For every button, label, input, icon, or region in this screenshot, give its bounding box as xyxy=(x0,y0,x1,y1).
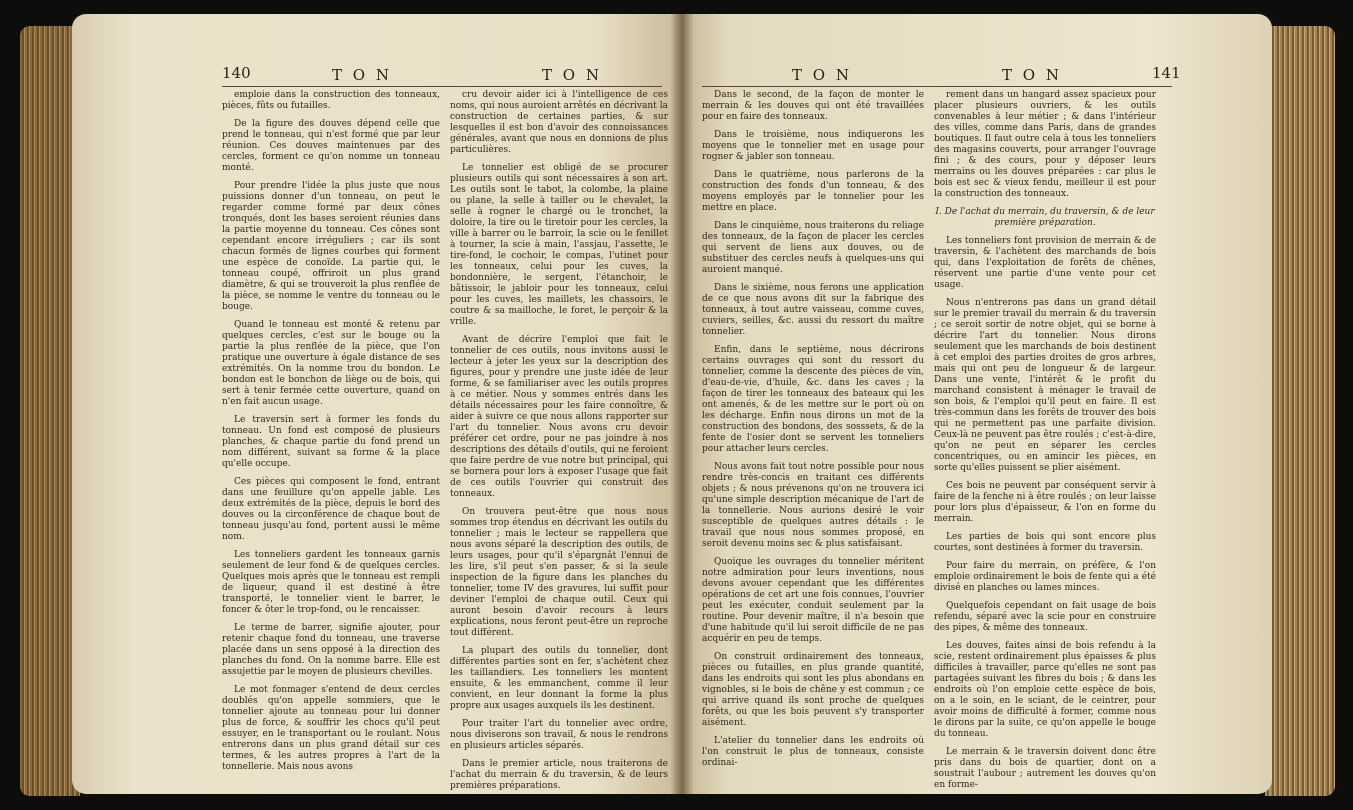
paragraph: Dans le quatrième, nous parlerons de la construction des fonds d'un tonneau, & des moyens employés par le tonnelier pour les mettre en place. xyxy=(702,170,924,213)
book-edge-left xyxy=(20,26,80,796)
paragraph: De la figure des douves dépend celle que prend le tonneau, qui n'est formé que par leur réunion. Ces douves maintenues par des cercles, forment ce qu'on nomme un tonneau monté. xyxy=(222,119,440,173)
paragraph: Les tonneliers font provision de merrain & de traversin, & l'achètent des marchands de bois qui, dans l'exploitation de forêts de chênes, réservent une partie d'une vente pour cet usage. xyxy=(934,236,1156,290)
right-page-column-1 xyxy=(702,90,924,780)
book xyxy=(20,6,1335,806)
paragraph: I. De l'achat du merrain, du traversin, & de leur première préparation. xyxy=(935,207,1155,228)
paragraph: Avant de décrire l'emploi que fait le tonnelier de ces outils, nous invitons aussi le lecteur à jeter les yeux sur la description des figures, pour y prendre une juste idée de leur forme, & se familiariser avec les outils propres à ce métier. Nous y sommes entrés dans les détails nécessaires pour les faire connoître, & aider à suivre ce que nous allons rapporter sur l'art du tonnelier. Nous avons cru devoir préférer cet ordre, pour ne pas joindre à nos descriptions des détails d'outils, qui ne feroient que faire perdre de vue notre but principal, qui se bornera pour lors à exposer l'usage que fait de ces outils l'ouvrier qui construit des tonneaux. xyxy=(450,335,668,499)
paragraph: Le mot fonmager s'entend de deux cercles doublés qu'on appelle sommiers, que le tonnelier ajoute au tonneau pour lui donner plus de force, & souffrir les chocs qu'il peut essuyer, en le transportant ou le roulant. Nous entrerons dans un plus grand détail sur ces termes, & les autres propres à l'art de la tonnellerie. Mais nous avons xyxy=(222,685,440,772)
paragraph: emploie dans la construction des tonneaux, pièces, fûts ou futailles. xyxy=(222,90,440,111)
paragraph: Pour faire du merrain, on préfère, & l'on emploie ordinairement le bois de fente qui a été divisé en planches ou lames minces. xyxy=(934,561,1156,593)
paragraph: Enfin, dans le septième, nous décrirons certains ouvrages qui sont du ressort du tonnelier, comme la descente des pièces de vin, d'eau-de-vie, d'huile, &c. dans les caves ; la façon de tirer les tonneaux des bateaux qui les ont amenés, & de les mettre sur le port où on les décharge. Enfin nous dirons un mot de la construction des bondons, des sosssets, & de la fente de l'osier dont se servent les tonneliers pour attacher leurs cercles. xyxy=(702,345,924,454)
book-edge-right xyxy=(1265,26,1335,796)
paragraph: Pour prendre l'idée la plus juste que nous puissions donner d'un tonneau, on peut le regarder comme formé par deux cônes tronqués, dont les bases seroient réunies dans la partie moyenne du tonneau. Ces cônes sont cependant encore irréguliers ; car ils sont chacun formés de lignes courbes qui forment une espèce de conoïde. La partie qui, le tonneau coupé, offriroit un plus grand diamètre, & qui se trouveroit la plus renflée de la pièce, se nomme le ventre du tonneau ou le bouge. xyxy=(222,181,440,312)
paragraph: Quelquefois cependant on fait usage de bois refendu, séparé avec la scie pour en construire des pipes, & même des tonneaux. xyxy=(934,601,1156,633)
paragraph: Pour traiter l'art du tonnelier avec ordre, nous diviserons son travail, & nous le rendrons en plusieurs articles séparés. xyxy=(450,719,668,751)
page-number-left: 140 xyxy=(222,64,251,82)
paragraph: Quand le tonneau est monté & retenu par quelques cercles, c'est sur le bouge ou la partie la plus renflée de la pièce, que l'on pratique une ouverture à égale distance de ses extrémités. On la nomme trou du bondon. Le bondon est le bonchon de liège ou de bois, qui sert à tenir fermée cette ouverture, quand on n'en fait aucun usage. xyxy=(222,320,440,407)
paragraph: Dans le troisième, nous indiquerons les moyens que le tonnelier met en usage pour rogner & jabler son tonneau. xyxy=(702,130,924,162)
paragraph: Le merrain & le traversin doivent donc être pris dans du bois de quartier, dont on a soustrait l'aubour ; autrement les douves qu'on en forme- xyxy=(934,747,1156,790)
paragraph: Ces bois ne peuvent par conséquent servir à faire de la fenche ni à être roulés ; on leur laisse pour lors plus d'épaisseur, & l'on en forme du merrain. xyxy=(934,481,1156,524)
paragraph: Ces pièces qui composent le fond, entrant dans une feuillure qu'on appelle jable. Les deux extrémités de la pièce, depuis le bord des douves ou la circonférence de chaque bout de tonneau jusqu'au fond, portent aussi le même nom. xyxy=(222,477,440,542)
paragraph: Le tonnelier est obligé de se procurer plusieurs outils qui sont nécessaires à son art. Les outils sont le tabot, la colombe, la plaine ou plane, la selle à tailler ou le chevalet, la selle à rogner le chargé ou le tronchet, la doloire, la tire ou le tiretoir pour les cercles, la ville à barrer ou le barroir, la scie ou le fenillet à tourner, la scie à main, l'assjau, l'assette, le tire-fond, le cochoir, le compas, l'utinet pour les tonneaux, celui pour les cuves, la bondonnière, le sergent, l'étanchoir, le bâtissoir, le jabloir pour les tonneaux, celui pour les cuves, les maillets, les chassoirs, le coutre & sa mailloche, le foret, le perçoir & la vrille. xyxy=(450,163,668,327)
header-rule-left xyxy=(222,86,662,87)
paragraph: La plupart des outils du tonnelier, dont différentes parties sont en fer, s'achètent chez les taillandiers. Les tonneliers les montent ensuite, & les emmanchent, comme il leur convient, en leur donnant la forme la plus propre aux usages auxquels ils les destinent. xyxy=(450,646,668,711)
paragraph: Dans le premier article, nous traiterons de l'achat du merrain & du traversin, & de leurs premières préparations. xyxy=(450,759,668,791)
page-number-right: 141 xyxy=(1152,64,1181,82)
paragraph: Nous avons fait tout notre possible pour nous rendre très-concis en traitant ces différents objets ; & nous prévenons qu'on ne trouvera ici qu'une simple description mécanique de l'art de la tonnellerie. Nous aurions desiré le voir susceptible de quelques autres détails : le travail que nous nous sommes proposé, en seroit devenu moins sec & plus satisfaisant. xyxy=(702,462,924,549)
paragraph: cru devoir aider ici à l'intelligence de ces noms, qui nous auroient arrêtés en décrivant la construction de certaines parties, & sur lesquelles il est bon d'avoir des connoissances générales, avant que nous en donnions de plus particulières. xyxy=(450,90,668,155)
paragraph: Quoique les ouvrages du tonnelier méritent notre admiration pour leurs inventions, nous devons avouer cependant que les différentes opérations de cet art une fois connues, l'ouvrier peut les exécuter, conduit seulement par la routine. Pour devenir maître, il n'a besoin que d'une habitude qu'il lui seroit difficile de ne pas acquérir en peu de temps. xyxy=(702,557,924,644)
paragraph: L'atelier du tonnelier dans les endroits où l'on construit le plus de tonneaux, consiste ordinai- xyxy=(702,736,924,768)
running-header-left: T O N xyxy=(332,66,392,84)
paragraph: rement dans un hangard assez spacieux pour placer plusieurs ouvriers, & les outils convenables à leur métier ; & dans l'intérieur des villes, comme dans Paris, dans de grandes boutiques. Il faut outre cela à tous les tonneliers des magasins couverts, pour arranger l'ouvrage fini ; & des cours, pour y déposer leurs merrains ou les douves préparées : car plus le bois est sec & vieux fendu, meilleur il est pour la construction des tonneaux. xyxy=(934,90,1156,199)
paragraph: Les tonneliers gardent les tonneaux garnis seulement de leur fond & de quelques cercles. Quelques mois après que le tonneau est rempli de liqueur, quand il est destiné à être transporté, le tonnelier vient le barrer, le foncer & ôter le trop-fond, ou le rencaisser. xyxy=(222,550,440,615)
paragraph: Le traversin sert à former les fonds du tonneau. Un fond est composé de plusieurs planches, & chaque partie du fond prend un nom différent, suivant sa forme & la place qu'elle occupe. xyxy=(222,415,440,469)
paragraph: Nous n'entrerons pas dans un grand détail sur le premier travail du merrain & du traversin ; ce seroit sortir de notre objet, qui se borne à décrire l'art du tonnelier. Nous dirons seulement que les marchands de bois destinent à cet emploi des parties droites de gros arbres, mais qui ont peu de longueur & de largeur. Dans une vente, l'intérêt & le profit du marchand consistent à ménager le travail de son bois, & l'emploi qu'il peut en faire. Il est très-commun dans les forêts de trouver des bois qui ne permettent pas une parfaite division. Ceux-là ne peuvent pas être roulés ; c'est-à-dire, qu'on ne peut en séparer les cercles concentriques, ou en amincir les pièces, en sorte qu'elles puissent se plier aisément. xyxy=(934,298,1156,473)
paragraph: On construit ordinairement des tonneaux, pièces ou futailles, en plus grande quantité, dans les endroits qui sont les plus abondans en vignobles, si le bois de chêne y est commun ; ce qui arrive quand ils sont proche de quelques forêts, ou que les bois peuvent s'y transporter aisément. xyxy=(702,652,924,728)
running-header-right-col1: T O N xyxy=(792,66,852,84)
right-page-column-2 xyxy=(934,90,1156,790)
paragraph: Dans le sixième, nous ferons une application de ce que nous avons dit sur la fabrique des tonneaux, à tout autre vaisseau, comme cuves, cuviers, seilles, &c. aussi du ressort du maître tonnelier. xyxy=(702,283,924,337)
paragraph: On trouvera peut-être que nous nous sommes trop étendus en décrivant les outils du tonnelier ; mais le lecteur se rappellera que nous avons séparé la description des outils, de leurs usages, pour qu'il s'épargnât l'ennui de les lire, s'il peut s'en passer, & si la seule inspection de la figure dans les planches du tonnelier, tome IV des gravures, lui suffit pour deviner l'emploi de chaque outil. Ceux qui auront besoin d'avoir recours à leurs explications, nous feront peut-être un reproche tout différent. xyxy=(450,507,668,638)
paragraph: Le terme de barrer, signifie ajouter, pour retenir chaque fond du tonneau, une traverse placée dans un sens opposé à la direction des planches du fond. On la nomme barre. Elle est assujettie par le moyen de plusieurs chevilles. xyxy=(222,623,440,677)
left-page xyxy=(72,14,682,794)
right-page xyxy=(682,14,1272,794)
paragraph: Dans le cinquième, nous traiterons du reliage des tonneaux, de la façon de placer les cercles qui servent de liens aux douves, ou de substituer des cercles neufs à quelques-uns qui auroient manqué. xyxy=(702,221,924,275)
left-page-column-1 xyxy=(222,90,440,780)
running-header-left-col2: T O N xyxy=(542,66,602,84)
paragraph: Les douves, faites ainsi de bois refendu à la scie, restent ordinairement plus épaisses & plus difficiles à travailler, parce qu'elles ne sont pas partagées suivant les fibres du bois ; & dans les endroits où l'on emploie cette espèce de bois, on a le soin, en le sciant, de le ceintrer, pour avoir moins de difficulté à former, comme nous le dirons par la suite, ce qu'on appelle le bouge du tonneau. xyxy=(934,641,1156,739)
paragraph: Dans le second, de la façon de monter le merrain & les douves qui ont été travaillées pour en faire des tonneaux. xyxy=(702,90,924,122)
running-header-right: T O N xyxy=(1002,66,1062,84)
paragraph: Les parties de bois qui sont encore plus courtes, sont destinées à former du traversin. xyxy=(934,532,1156,553)
left-page-column-2 xyxy=(450,90,668,791)
header-rule-right xyxy=(702,86,1172,87)
book-gutter xyxy=(670,14,694,794)
